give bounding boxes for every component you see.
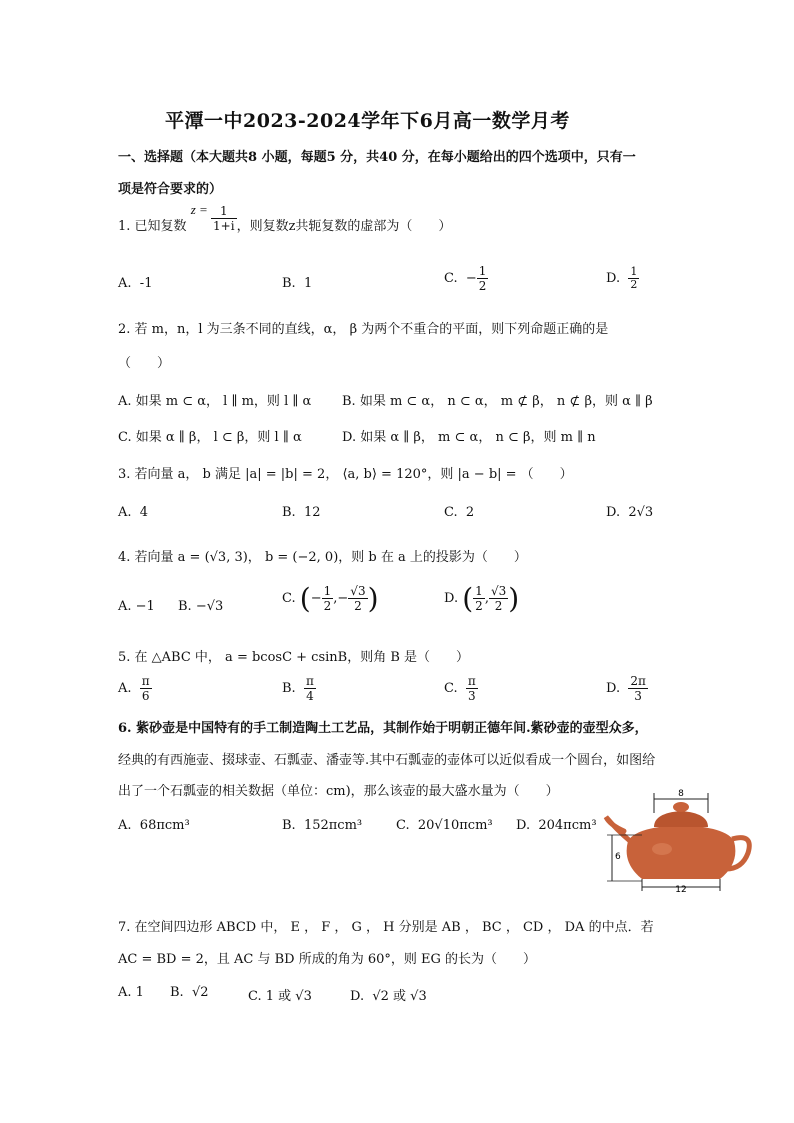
- q1-option-d-frac: [628, 266, 639, 291]
- question-6-line1: 6. 紫砂壶是中国特有的手工制造陶土工艺品，其制作始于明朝正德年间.紫砂壶的壶型众多，: [118, 721, 648, 736]
- q1-option-b: [282, 276, 312, 291]
- question-6-line3: 出了一个石瓢壶的相关数据（单位：cm)，那么该壶的最大盛水量为（ ）: [118, 784, 559, 799]
- q4-option-d-n2: √3: [490, 584, 507, 598]
- question-3-stem: 3. 若向量 a， b 满足 |a| = |b| = 2， ⟨a, b⟩ = 120°，则 |a − b| = （ ）: [118, 467, 573, 482]
- q3-option-c: [444, 505, 474, 520]
- q7-option-d-value: √2 或 √3: [372, 989, 427, 1004]
- q1-option-b-value: 1: [303, 276, 313, 291]
- q6-option-b-value: 152πcm³: [303, 818, 363, 833]
- q5-option-b-label: B.: [282, 681, 296, 696]
- q4-option-c-frac1: [322, 584, 334, 613]
- q3-option-b: [282, 505, 321, 520]
- q4-option-c: C. (− $\frac{1}{2}$ ,− $\frac{√3}{2}$ ): [282, 582, 379, 615]
- q5-option-b-frac: [304, 674, 316, 703]
- q4-option-b: B. −√3: [178, 599, 224, 614]
- q6-option-c: [396, 818, 493, 833]
- q5-option-c-frac: [466, 674, 478, 703]
- q6-option-c-value: 20√10πcm³: [417, 818, 493, 833]
- q5-option-d: [606, 674, 648, 703]
- q4-option-c-d1: 2: [323, 599, 332, 613]
- q7-option-b-label: B.: [170, 985, 184, 1000]
- question-7-line1: 7. 在空间四边形 ABCD 中， E ， F ， G ， H 分别是 AB ， BC ， CD ， DA 的中点．若: [118, 920, 654, 935]
- q3-option-d-value: 2√3: [628, 505, 654, 520]
- q4-option-c-label: C.: [282, 591, 296, 606]
- q6-option-d-label: D.: [516, 818, 531, 833]
- q1-option-c-label: C.: [444, 271, 458, 286]
- q1-option-d-num: 1: [630, 265, 638, 278]
- q1-option-c-sign: −: [465, 271, 477, 286]
- q7-option-a: [118, 985, 144, 1000]
- teapot-top-label: 8: [678, 789, 684, 799]
- q2-paren: （ ）: [118, 356, 171, 371]
- q4-option-d-d2: 2: [494, 599, 503, 613]
- q3-option-b-value: 12: [303, 505, 321, 520]
- q1-option-a: [118, 276, 152, 291]
- teapot-spout: [606, 817, 630, 841]
- q4-option-a: A. −1: [118, 599, 155, 614]
- q4-option-c-d2: 2: [354, 599, 362, 613]
- q2-option-a: A. 如果 m ⊂ α， l ∥ m，则 l ∥ α: [118, 394, 312, 409]
- page-title: 平潭一中2023-2024学年下6月高一数学月考: [165, 110, 570, 132]
- teapot-lid: [654, 811, 708, 827]
- question-1-stem: [118, 202, 452, 241]
- q4-option-c-lparen: (: [299, 582, 311, 615]
- q5-option-d-label: D.: [606, 681, 621, 696]
- q5-option-a-label: A.: [118, 681, 132, 696]
- q5-option-c-den: 3: [468, 689, 476, 703]
- q4-option-d-rparen: ): [508, 582, 520, 615]
- q4-option-c-sign1: −: [310, 591, 322, 606]
- q1-option-a-label: A.: [118, 276, 132, 291]
- q1-option-a-value: -1: [139, 276, 153, 291]
- q7-option-a-value: 1: [135, 985, 144, 1000]
- teapot-highlight: [652, 843, 672, 855]
- question-5-stem: 5. 在 △ABC 中， a = bcosC + csinB，则角 B 是（ ）: [118, 650, 470, 665]
- q1-suffix: ，则复数z共轭复数的虚部为（ ）: [236, 219, 452, 234]
- q6-option-a: [118, 818, 190, 833]
- q4-option-d: D. ( $\frac{1}{2}$ , $\frac{√3}{2}$ ): [444, 582, 520, 615]
- q4-option-d-frac1: [473, 584, 485, 613]
- q4-option-d-label: D.: [444, 591, 459, 606]
- q4-option-d-d1: 2: [475, 599, 483, 613]
- q6-option-b-label: B.: [282, 818, 296, 833]
- q5-option-b: [282, 674, 316, 703]
- q2-option-c: C. 如果 α ∥ β， l ⊂ β，则 l ∥ α: [118, 430, 302, 445]
- q7-option-b-value: √2: [191, 985, 209, 1000]
- q5-option-d-frac: [628, 674, 648, 703]
- q5-option-c-label: C.: [444, 681, 458, 696]
- teapot-bottom-label: 12: [675, 885, 687, 893]
- q5-option-c: [444, 674, 478, 703]
- question-4-stem: 4. 若向量 a = (√3, 3)， b = (−2, 0)，则 b 在 a 上的投影为（ ）: [118, 550, 527, 565]
- q3-option-d: [606, 505, 653, 520]
- q2-option-b: B. 如果 m ⊂ α， n ⊂ α， m ⊄ β， n ⊄ β，则 α ∥ β: [342, 394, 653, 409]
- q7-option-d: [350, 985, 427, 1004]
- q4-option-d-n1: 1: [475, 584, 483, 598]
- q3-option-a-label: A.: [118, 505, 132, 520]
- q6-option-a-value: 68πcm³: [139, 818, 190, 833]
- q4-option-c-rparen: ): [367, 582, 379, 615]
- q6-option-b: [282, 818, 362, 833]
- q1-fraction: [211, 204, 237, 233]
- q3-option-a-value: 4: [139, 505, 149, 520]
- q7-option-b: [170, 985, 209, 1000]
- q5-option-a: [118, 674, 152, 703]
- teapot-figure: [602, 783, 762, 893]
- q6-option-a-label: A.: [118, 818, 132, 833]
- teapot-body: [627, 825, 736, 879]
- q5-option-a-num: π: [141, 674, 150, 688]
- q7-option-c: [248, 985, 312, 1004]
- q3-option-c-label: C.: [444, 505, 458, 520]
- q1-option-c: [444, 264, 488, 293]
- q7-option-c-label: C.: [248, 989, 262, 1004]
- q5-option-a-den: 6: [141, 689, 150, 703]
- teapot-knob: [673, 802, 689, 812]
- q4-option-c-n1: 1: [323, 584, 332, 598]
- q3-option-a: [118, 505, 148, 520]
- q4-option-d-lparen: (: [462, 582, 474, 615]
- q1-option-c-den: 2: [478, 279, 487, 293]
- q4-option-c-n2: √3: [350, 584, 366, 598]
- q1-frac-den: 1+i: [213, 219, 235, 233]
- teapot-side-label: 6: [615, 852, 621, 862]
- question-6-line2: 经典的有西施壶、掇球壶、石瓢壶、潘壶等.其中石瓢壶的壶体可以近似看成一个圆台，如图给: [118, 753, 656, 768]
- q1-frac-num: 1: [211, 204, 237, 219]
- q6-option-d-value: 204πcm³: [538, 818, 597, 833]
- section-header-line1: 一、选择题（本大题共8 小题，每题5 分，共40 分，在每小题给出的四个选项中，只有一: [118, 150, 636, 165]
- q3-option-c-value: 2: [465, 505, 475, 520]
- q3-option-b-label: B.: [282, 505, 296, 520]
- q2-option-d: D. 如果 α ∥ β， m ⊂ α， n ⊂ β，则 m ∥ n: [342, 430, 596, 445]
- q1-option-c-frac: [477, 264, 489, 293]
- q7-option-a-label: A.: [118, 985, 132, 1000]
- q1-option-b-label: B.: [282, 276, 296, 291]
- question-2-stem: 2. 若 m，n，l 为三条不同的直线，α， β 为两个不重合的平面，则下列命题正确的是: [118, 322, 609, 337]
- q1-option-c-num: 1: [478, 264, 487, 278]
- section-header-line2: 项是符合要求的）: [118, 182, 223, 197]
- q4-option-c-sign2: −: [337, 591, 349, 606]
- q3-option-d-label: D.: [606, 505, 621, 520]
- q4-option-c-frac2: [348, 584, 367, 613]
- q1-z: z =: [190, 202, 212, 217]
- q1-option-d: [606, 266, 639, 291]
- question-7-line2: AC = BD = 2，且 AC 与 BD 所成的角为 60°，则 EG 的长为（ ）: [118, 952, 537, 967]
- q6-option-d: [516, 818, 597, 833]
- q7-option-d-label: D.: [350, 989, 365, 1004]
- q7-option-c-value: 1 或 √3: [265, 989, 312, 1004]
- q5-option-a-frac: [140, 674, 152, 703]
- q5-option-b-den: 4: [306, 689, 314, 703]
- q5-option-d-num: 2π: [630, 674, 646, 688]
- q1-prefix: 1. 已知复数: [118, 219, 187, 234]
- q5-option-d-den: 3: [634, 689, 642, 703]
- q1-option-d-den: 2: [630, 278, 638, 291]
- q5-option-b-num: π: [305, 674, 314, 688]
- q5-option-c-num: π: [467, 674, 476, 688]
- q4-option-d-frac2: [489, 584, 508, 613]
- q6-option-c-label: C.: [396, 818, 410, 833]
- q1-option-d-label: D.: [606, 271, 621, 286]
